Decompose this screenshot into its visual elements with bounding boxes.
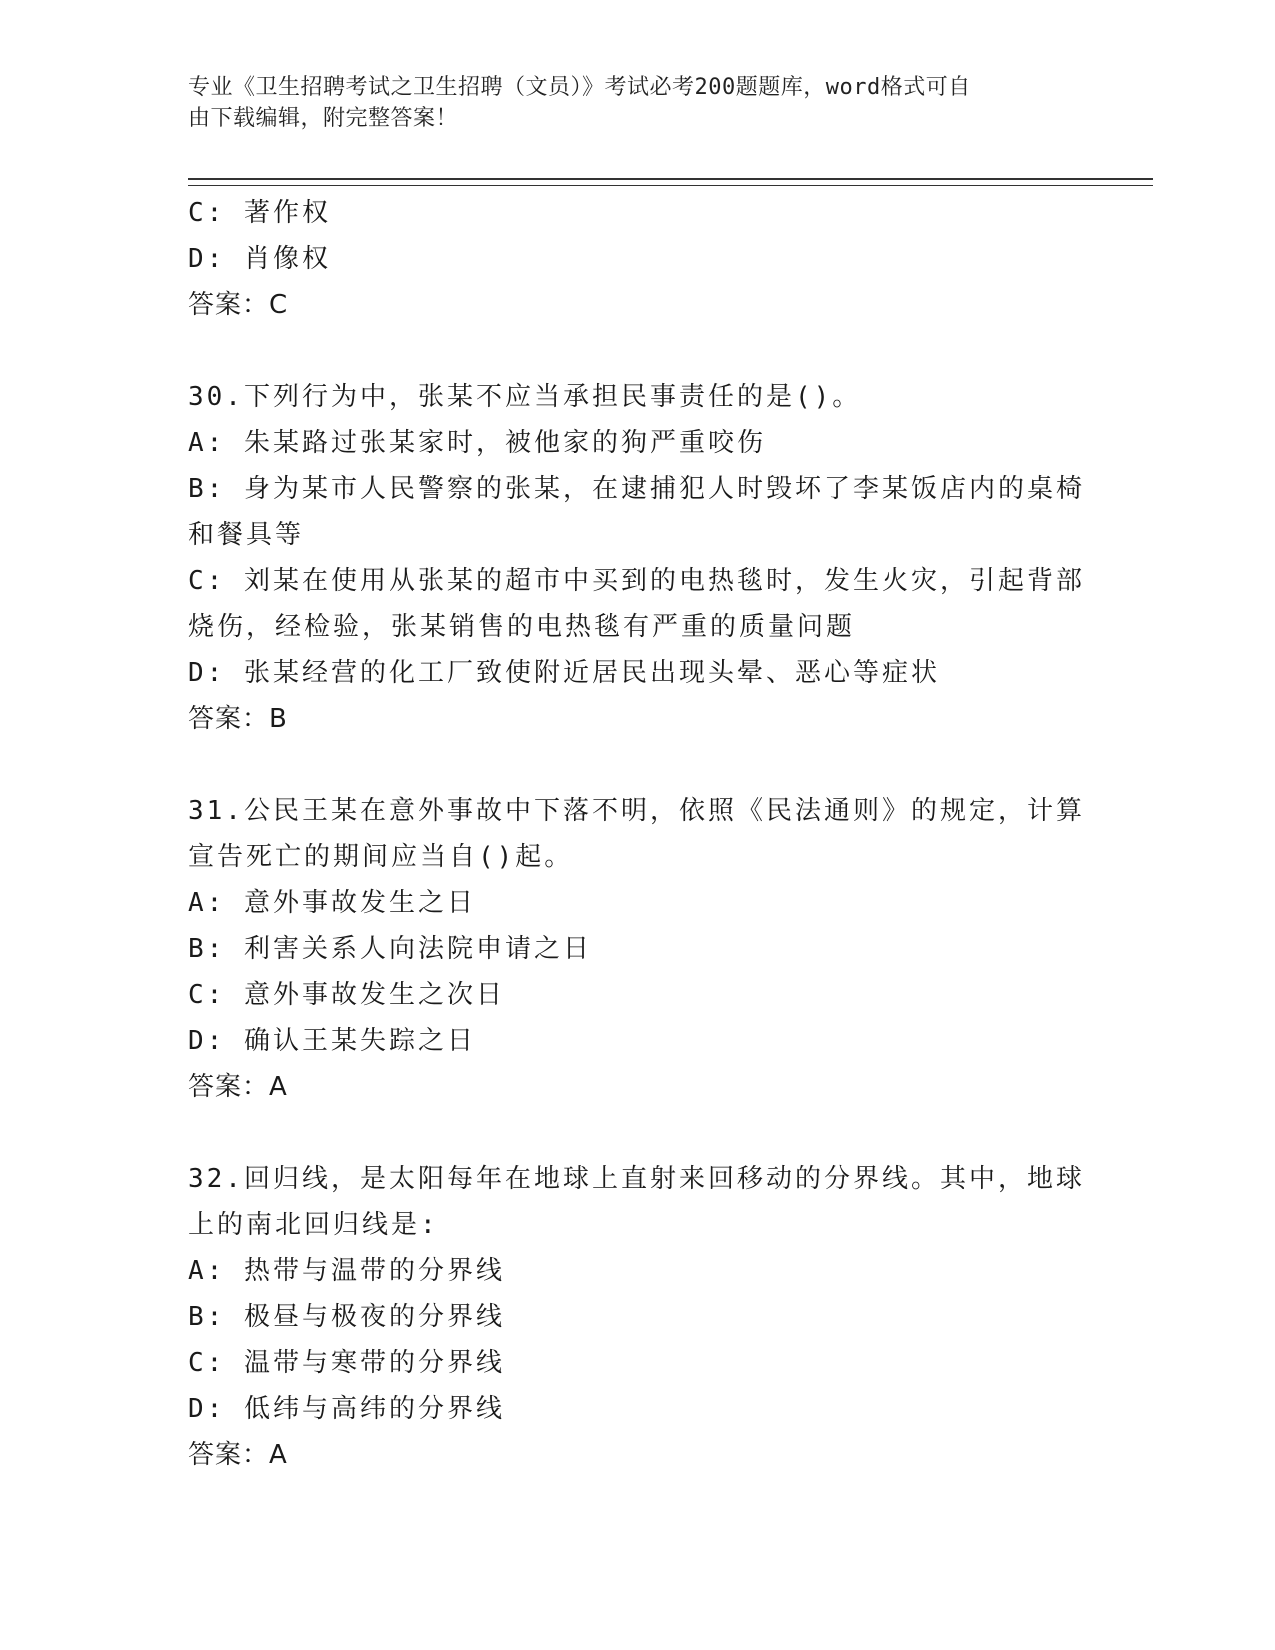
previous-question-tail <box>188 190 1088 328</box>
answer-line: 答案：C <box>188 290 289 320</box>
header-line-2: 由下载编辑，附完整答案！ <box>188 106 459 131</box>
option-d: D: 张某经营的化工厂致使附近居民出现头晕、恶心等症状 <box>188 658 940 688</box>
header-line-1: 专业《卫生招聘考试之卫生招聘（文员）》考试必考200题题库，word格式可自 <box>188 75 971 100</box>
option-d: D: 确认王某失踪之日 <box>188 1026 476 1056</box>
question-30 <box>188 374 1088 742</box>
question-stem-line-1: 31.公民王某在意外事故中下落不明，依照《民法通则》的规定，计算 <box>188 796 1085 826</box>
header-divider <box>188 178 1153 186</box>
option-b-line-1: B: 身为某市人民警察的张某，在逮捕犯人时毁坏了李某饭店内的桌椅 <box>188 474 1085 504</box>
question-stem-line-2: 宣告死亡的期间应当自()起。 <box>188 842 574 872</box>
option-c-line-2: 烧伤，经检验，张某销售的电热毯有严重的质量问题 <box>188 612 856 642</box>
question-stem-line-2: 上的南北回归线是: <box>188 1210 439 1240</box>
option-c: C: 著作权 <box>188 198 331 228</box>
question-32 <box>188 1156 1088 1478</box>
option-b: B: 利害关系人向法院申请之日 <box>188 934 592 964</box>
page-header <box>188 72 1068 134</box>
option-c: C: 温带与寒带的分界线 <box>188 1348 505 1378</box>
answer-line: 答案：B <box>188 704 288 734</box>
question-31 <box>188 788 1088 1110</box>
option-d: D: 低纬与高纬的分界线 <box>188 1394 505 1424</box>
question-list <box>188 190 1088 1478</box>
option-c-line-1: C: 刘某在使用从张某的超市中买到的电热毯时，发生火灾，引起背部 <box>188 566 1085 596</box>
answer-line: 答案：A <box>188 1440 288 1470</box>
question-stem: 30.下列行为中，张某不应当承担民事责任的是()。 <box>188 382 862 412</box>
option-a: A: 意外事故发生之日 <box>188 888 476 918</box>
question-stem-line-1: 32.回归线，是太阳每年在地球上直射来回移动的分界线。其中，地球 <box>188 1164 1085 1194</box>
option-d: D: 肖像权 <box>188 244 331 274</box>
answer-line: 答案：A <box>188 1072 288 1102</box>
option-a: A: 热带与温带的分界线 <box>188 1256 505 1286</box>
option-c: C: 意外事故发生之次日 <box>188 980 505 1010</box>
option-a: A: 朱某路过张某家时，被他家的狗严重咬伤 <box>188 428 766 458</box>
option-b-line-2: 和餐具等 <box>188 520 305 550</box>
option-b: B: 极昼与极夜的分界线 <box>188 1302 505 1332</box>
